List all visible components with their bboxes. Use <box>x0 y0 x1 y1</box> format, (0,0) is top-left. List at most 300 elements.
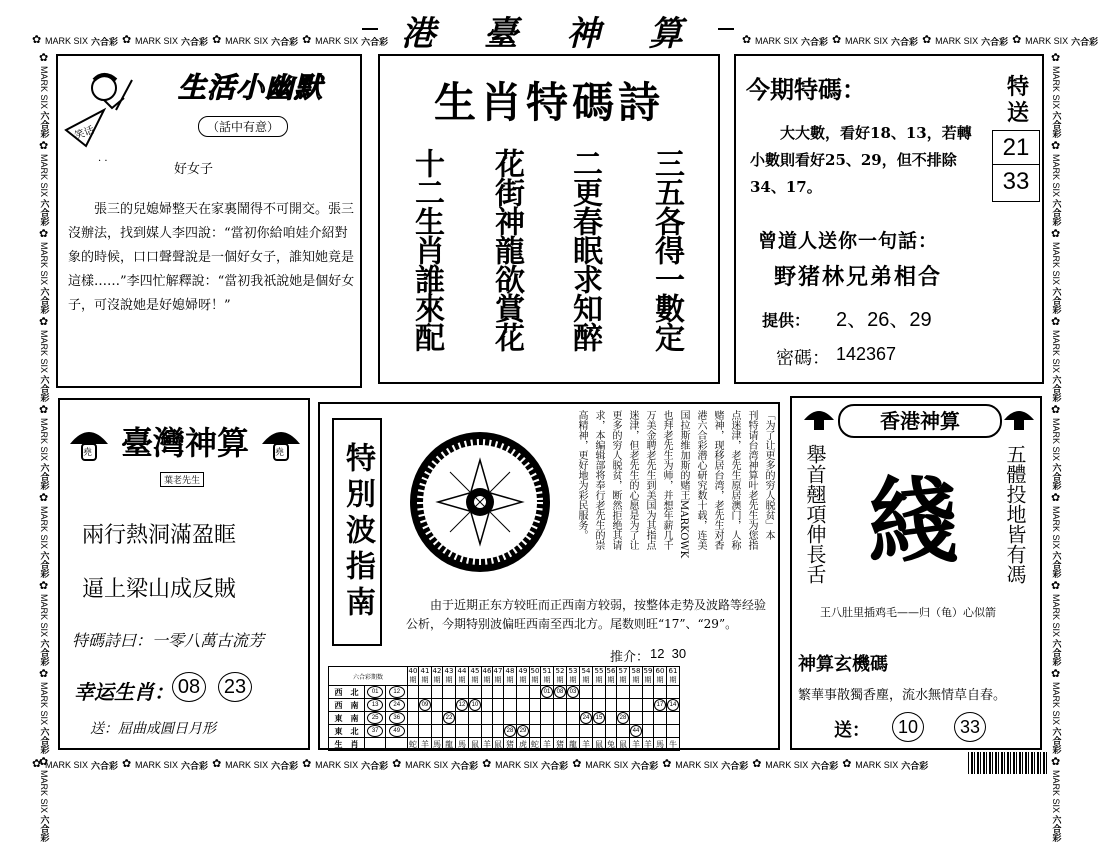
recommend-values: 12 30 <box>650 646 687 661</box>
border-brand-cn: 六合彩 <box>981 37 1009 48</box>
table-cell <box>517 712 530 725</box>
table-cell <box>517 686 530 699</box>
border-brand-en: MARK SIX <box>135 36 179 46</box>
period-header: 60期 <box>654 667 667 686</box>
table-cell <box>554 699 567 712</box>
flower-icon <box>32 36 42 46</box>
table-cell <box>443 712 456 725</box>
intro-col: 国拉斯维加斯的赌王MARKOWK <box>678 410 689 559</box>
table-cell <box>493 699 504 712</box>
mushroom-icon-hk-left <box>802 406 836 436</box>
border-brand-cn: 六合彩 <box>91 761 119 772</box>
left-ball-cell <box>386 725 408 738</box>
mark-ball: 14 <box>667 699 679 711</box>
flower-icon <box>922 36 932 46</box>
table-cell <box>593 712 606 725</box>
border-brand-cn: 六合彩 <box>891 37 919 48</box>
poem-column: 三五各得一數定 <box>649 148 684 351</box>
table-cell <box>432 712 443 725</box>
border-brand-en: MARK SIX <box>315 760 359 770</box>
period-header: 44期 <box>456 667 469 686</box>
table-cell <box>432 725 443 738</box>
border-unit <box>1050 54 1063 138</box>
wave-title: 特別波指南 <box>332 418 382 646</box>
table-cell <box>567 712 580 725</box>
table-cell <box>493 686 504 699</box>
flower-icon <box>572 760 582 770</box>
border-unit <box>38 142 51 226</box>
border-brand-cn: 六合彩 <box>38 287 49 315</box>
table-cell <box>408 699 419 712</box>
border-brand-cn: 六合彩 <box>1050 727 1061 755</box>
table-cell: 龍 <box>443 738 456 751</box>
table-cell <box>456 699 469 712</box>
wave-table-wrap <box>328 666 680 751</box>
border-unit <box>38 406 51 490</box>
border-top-right <box>742 32 1098 50</box>
table-cell <box>456 686 469 699</box>
left-ball: 01 <box>367 686 383 698</box>
mark-ball: 28 <box>504 725 516 737</box>
border-brand-en: MARK SIX <box>39 330 49 374</box>
border-brand-en: MARK SIX <box>45 760 89 770</box>
table-cell <box>482 712 493 725</box>
table-cell: 馬 <box>456 738 469 751</box>
table-cell <box>554 686 567 699</box>
table-row <box>329 725 680 738</box>
poem-title: 生肖特碼詩 <box>433 78 664 127</box>
border-brand-cn: 六合彩 <box>1050 375 1061 403</box>
period-header: 50期 <box>530 667 540 684</box>
table-cell <box>580 712 593 725</box>
table-cell <box>443 725 456 738</box>
border-brand-en: MARK SIX <box>585 760 629 770</box>
mark-ball: 29 <box>517 725 529 737</box>
flower-icon <box>832 36 842 46</box>
table-cell <box>630 686 643 699</box>
intro-col: 高精神，更好地为彩民服务。 <box>576 410 587 540</box>
flower-icon <box>212 760 222 770</box>
table-cell <box>643 712 654 725</box>
flower-icon <box>122 760 132 770</box>
border-brand-en: MARK SIX <box>1051 330 1061 374</box>
flower-icon <box>39 142 49 152</box>
border-brand-en: MARK SIX <box>1051 770 1061 814</box>
table-cell <box>419 712 432 725</box>
border-brand-en: MARK SIX <box>755 36 799 46</box>
lucky-label: 幸运生肖： <box>74 680 174 704</box>
taiwan-panel <box>58 398 310 750</box>
border-unit <box>38 318 51 402</box>
table-cell <box>593 725 606 738</box>
border-brand-cn: 六合彩 <box>38 199 49 227</box>
table-cell <box>617 699 630 712</box>
lucky-ball: 08 <box>172 672 206 702</box>
border-brand-cn: 六合彩 <box>1050 111 1061 139</box>
border-brand-cn: 六合彩 <box>1050 463 1061 491</box>
border-brand-en: MARK SIX <box>1051 506 1061 550</box>
table-cell <box>504 686 517 699</box>
table-cell <box>654 712 667 725</box>
border-unit <box>38 230 51 314</box>
table-cell <box>432 686 443 699</box>
border-brand-en: MARK SIX <box>405 760 449 770</box>
border-unit <box>1050 670 1063 754</box>
table-cell: 羊 <box>630 738 643 751</box>
hk-section-title: 神算玄機碼 <box>798 654 888 675</box>
border-unit <box>482 759 568 772</box>
table-cell <box>606 699 617 712</box>
border-brand-cn: 六合彩 <box>181 761 209 772</box>
flower-icon <box>1051 406 1061 416</box>
title-char: 臺 <box>483 13 524 54</box>
table-cell: 猪 <box>504 738 517 751</box>
table-cell <box>606 686 617 699</box>
flower-icon <box>39 230 49 240</box>
table-cell <box>408 725 419 738</box>
left-ball-cell <box>386 699 408 712</box>
table-cell: 鼠 <box>617 738 630 751</box>
special-panel <box>734 54 1044 384</box>
border-unit <box>38 494 51 578</box>
left-ball: 12 <box>389 686 405 698</box>
left-ball: 37 <box>367 725 383 737</box>
wave-analysis: 由于近期正东方较旺而正西南方较弱，按整体走势及波路等经验公析，今期特别波偏旺西南至西北方。尾数则旺“17”、“29”。 <box>406 598 767 631</box>
table-cell <box>630 712 643 725</box>
hk-right-col: 五體投地皆有馮 <box>1003 444 1027 584</box>
border-unit <box>1050 142 1063 226</box>
border-brand-en: MARK SIX <box>1051 682 1061 726</box>
flower-icon <box>302 760 312 770</box>
border-brand-cn: 六合彩 <box>271 37 299 48</box>
table-row <box>329 686 680 699</box>
period-header: 43期 <box>443 667 456 686</box>
border-unit <box>842 759 928 772</box>
border-brand-en: MARK SIX <box>39 154 49 198</box>
flower-icon <box>39 494 49 504</box>
flower-icon <box>1051 318 1061 328</box>
period-header: 40期 <box>408 667 418 684</box>
border-brand-en: MARK SIX <box>45 36 89 46</box>
border-unit <box>122 759 208 772</box>
password-value: 142367 <box>836 344 897 364</box>
left-ball-cell <box>364 738 386 751</box>
period-header: 55期 <box>593 667 606 686</box>
table-cell <box>667 699 680 712</box>
border-brand-en: MARK SIX <box>675 760 719 770</box>
flower-icon <box>39 758 49 768</box>
hk-send-label: 送： <box>834 720 870 741</box>
border-brand-cn: 六合彩 <box>721 761 749 772</box>
table-cell <box>530 725 541 738</box>
period-header: 57期 <box>617 667 630 686</box>
border-brand-en: MARK SIX <box>765 760 809 770</box>
intro-col: 万美金聘老先生到美国为其指点 <box>644 410 655 550</box>
dots: · · <box>98 156 108 167</box>
hk-left-col: 舉首翹項伸長舌 <box>803 444 827 584</box>
border-brand-cn: 六合彩 <box>1050 199 1061 227</box>
period-header: 47期 <box>493 667 503 684</box>
left-ball: 36 <box>389 712 405 724</box>
flower-icon <box>1051 142 1061 152</box>
flower-icon <box>482 760 492 770</box>
table-cell <box>567 725 580 738</box>
poem-column: 二更春眠求知醉 <box>567 148 602 351</box>
mark-ball: 15 <box>593 712 605 724</box>
period-header: 46期 <box>482 667 492 684</box>
left-mark: 堯 <box>83 448 93 458</box>
left-ball-cell <box>364 699 386 712</box>
flower-icon <box>302 36 312 46</box>
story-text: 張三的兒媳婦整天在家裏鬧得不可開交。張三沒辦法，找到媒人李四說：“當初你給咱娃介紹對象的時候，口口聲聲說是一個好女子，誰知她竟是這樣……”李四忙解釋說：“當初我祇說她是個好女子，可沒說她是好媳婦呀！” <box>68 202 355 313</box>
border-brand-en: MARK SIX <box>855 760 899 770</box>
border-brand-cn: 六合彩 <box>271 761 299 772</box>
table-cell <box>541 686 554 699</box>
table-row <box>329 699 680 712</box>
border-brand-en: MARK SIX <box>225 760 269 770</box>
table-cell: 蛇 <box>409 739 417 749</box>
flower-icon <box>212 36 222 46</box>
border-brand-en: MARK SIX <box>39 770 49 814</box>
border-brand-cn: 六合彩 <box>901 761 929 772</box>
row-label: 生 肖 <box>329 738 365 751</box>
table-cell: 羊 <box>419 738 432 751</box>
table-cell <box>517 725 530 738</box>
border-unit <box>1050 318 1063 402</box>
flower-icon <box>752 760 762 770</box>
row-label: 西 南 <box>329 699 365 712</box>
border-unit <box>572 759 658 772</box>
story-title: 好女子 <box>174 162 214 177</box>
table-cell <box>630 725 643 738</box>
flower-icon <box>392 760 402 770</box>
left-ball-cell <box>386 712 408 725</box>
border-left <box>34 54 54 842</box>
row-label: 東 南 <box>329 712 365 725</box>
period-header: 49期 <box>517 667 530 686</box>
recommend-label: 推介： <box>610 650 650 665</box>
period-header: 58期 <box>630 667 643 686</box>
border-brand-en: MARK SIX <box>39 682 49 726</box>
badge-number: 33 <box>1002 168 1030 195</box>
table-cell <box>617 686 630 699</box>
corner-top: 六合彩期数 <box>352 673 383 681</box>
barcode <box>968 752 1048 774</box>
period-header: 41期 <box>419 667 432 686</box>
border-unit <box>212 35 298 48</box>
left-ball: 25 <box>367 712 383 724</box>
border-brand-en: MARK SIX <box>135 760 179 770</box>
border-brand-cn: 六合彩 <box>38 111 49 139</box>
flower-icon <box>842 760 852 770</box>
lucky-ball: 23 <box>218 672 252 702</box>
border-brand-en: MARK SIX <box>225 36 269 46</box>
border-brand-cn: 六合彩 <box>361 761 389 772</box>
border-brand-cn: 六合彩 <box>38 551 49 579</box>
table-cell: 羊 <box>644 739 652 749</box>
border-unit <box>922 35 1008 48</box>
flower-icon <box>39 670 49 680</box>
intro-col: 点迷津，老先生原居澳门，人称 <box>729 410 740 550</box>
mark-ball: 24 <box>580 712 592 724</box>
table-cell <box>419 725 432 738</box>
border-unit <box>38 54 51 138</box>
flower-icon <box>742 36 752 46</box>
hk-title: 香港神算 <box>838 404 1002 438</box>
flower-icon <box>1012 36 1022 46</box>
mark-ball: 28 <box>617 712 629 724</box>
border-brand-cn: 六合彩 <box>181 37 209 48</box>
table-cell <box>482 699 493 712</box>
compass-icon <box>406 428 554 580</box>
table-cell <box>580 686 593 699</box>
mark-ball: 12 <box>456 699 468 711</box>
table-cell: 虎 <box>517 738 530 751</box>
table-cell <box>643 699 654 712</box>
wave-table <box>328 666 680 751</box>
title-char: 神 <box>566 13 607 54</box>
flower-icon <box>1051 670 1061 680</box>
border-unit <box>1050 758 1063 842</box>
border-brand-cn: 六合彩 <box>1071 37 1098 48</box>
mushroom-icon-hk-right <box>1002 406 1036 436</box>
intro-col: 迷津，但老先生的心愿是为了让 <box>627 410 638 550</box>
password-label: 密碼： <box>776 348 830 369</box>
table-cell <box>469 699 482 712</box>
border-unit <box>752 759 838 772</box>
table-cell <box>541 725 554 738</box>
border-unit <box>832 35 918 48</box>
taiwan-title: 臺灣神算 <box>120 424 249 462</box>
border-unit <box>38 670 51 754</box>
border-brand-en: MARK SIX <box>1051 242 1061 286</box>
table-cell: 龍 <box>567 738 580 751</box>
row-label: 東 北 <box>329 725 365 738</box>
border-brand-cn: 六合彩 <box>361 37 389 48</box>
table-corner <box>329 667 408 686</box>
border-bottom <box>32 756 962 774</box>
period-header: 51期 <box>541 667 554 686</box>
left-ball-cell <box>364 725 386 738</box>
mark-ball: 44 <box>630 725 642 737</box>
table-cell <box>504 699 517 712</box>
table-cell <box>541 712 554 725</box>
table-cell <box>493 725 504 738</box>
badge-number: 21 <box>993 131 1039 165</box>
table-cell: 兔 <box>607 739 615 749</box>
row-label: 西 北 <box>329 686 365 699</box>
table-cell: 羊 <box>580 738 593 751</box>
border-brand-cn: 六合彩 <box>631 761 659 772</box>
table-row <box>329 712 680 725</box>
border-brand-en: MARK SIX <box>39 594 49 638</box>
proverb: 野猪林兄弟相合 <box>774 264 943 290</box>
table-cell <box>530 699 541 712</box>
special-heading: 今期特碼： <box>746 75 866 104</box>
period-header: 48期 <box>504 667 517 686</box>
table-cell <box>630 699 643 712</box>
intro-col: 港六合彩潜心研究数十载，连美 <box>695 410 706 550</box>
table-cell <box>443 699 456 712</box>
table-cell <box>567 686 580 699</box>
border-brand-en: MARK SIX <box>39 418 49 462</box>
table-cell <box>667 712 680 725</box>
border-brand-en: MARK SIX <box>315 36 359 46</box>
table-cell: 鼠 <box>469 738 482 751</box>
border-brand-en: MARK SIX <box>1051 418 1061 462</box>
left-ball: 24 <box>389 699 405 711</box>
border-brand-cn: 六合彩 <box>38 375 49 403</box>
border-brand-cn: 六合彩 <box>801 37 829 48</box>
right-mark: 堯 <box>275 448 285 458</box>
flower-icon <box>39 318 49 328</box>
period-header: 61期 <box>667 667 680 686</box>
flower-icon <box>1051 54 1061 64</box>
table-cell: 羊 <box>541 738 554 751</box>
period-header: 56期 <box>606 667 616 684</box>
period-header: 45期 <box>469 667 482 686</box>
border-unit <box>302 759 388 772</box>
intro-col: 也拜老先生为师，并想年薪几千 <box>661 410 672 550</box>
mark-ball: 10 <box>469 699 481 711</box>
period-header: 59期 <box>643 667 653 684</box>
hongkong-panel <box>790 396 1042 750</box>
flower-icon <box>1051 230 1061 240</box>
period-header: 53期 <box>567 667 580 686</box>
proverb-intro: 曾道人送你一句話： <box>758 230 939 252</box>
table-cell <box>593 699 606 712</box>
border-unit <box>1050 230 1063 314</box>
border-brand-cn: 六合彩 <box>1050 815 1061 842</box>
left-ball-cell <box>364 712 386 725</box>
table-cell <box>567 699 580 712</box>
border-brand-en: MARK SIX <box>1025 36 1069 46</box>
border-brand-en: MARK SIX <box>1051 66 1061 110</box>
period-header: 42期 <box>432 667 442 684</box>
mushroom-icon-left <box>68 426 110 462</box>
flower-icon <box>1051 758 1061 768</box>
flower-icon <box>39 406 49 416</box>
flower-icon <box>1051 494 1061 504</box>
table-cell <box>643 686 654 699</box>
border-unit <box>38 758 51 842</box>
table-cell <box>667 725 680 738</box>
mark-ball: 08 <box>554 686 566 698</box>
table-cell: 蛇 <box>531 739 539 749</box>
table-cell <box>530 686 541 699</box>
humor-title: 生活小幽默 <box>178 71 324 104</box>
table-cell <box>456 725 469 738</box>
table-cell <box>593 686 606 699</box>
special-badge-label: 特送 <box>1006 74 1029 126</box>
left-ball-cell <box>386 686 408 699</box>
table-cell: 羊 <box>483 739 491 749</box>
border-brand-en: MARK SIX <box>935 36 979 46</box>
border-brand-cn: 六合彩 <box>451 761 479 772</box>
title-char: 算 <box>648 13 689 54</box>
flower-icon <box>1051 582 1061 592</box>
border-brand-cn: 六合彩 <box>38 639 49 667</box>
border-brand-cn: 六合彩 <box>38 815 49 842</box>
flower-icon <box>39 582 49 592</box>
table-cell <box>530 712 541 725</box>
table-cell <box>482 725 493 738</box>
table-cell <box>606 712 617 725</box>
border-brand-cn: 六合彩 <box>811 761 839 772</box>
humor-panel <box>56 54 362 388</box>
table-cell <box>443 686 456 699</box>
provide-values: 2、26、29 <box>836 309 932 331</box>
